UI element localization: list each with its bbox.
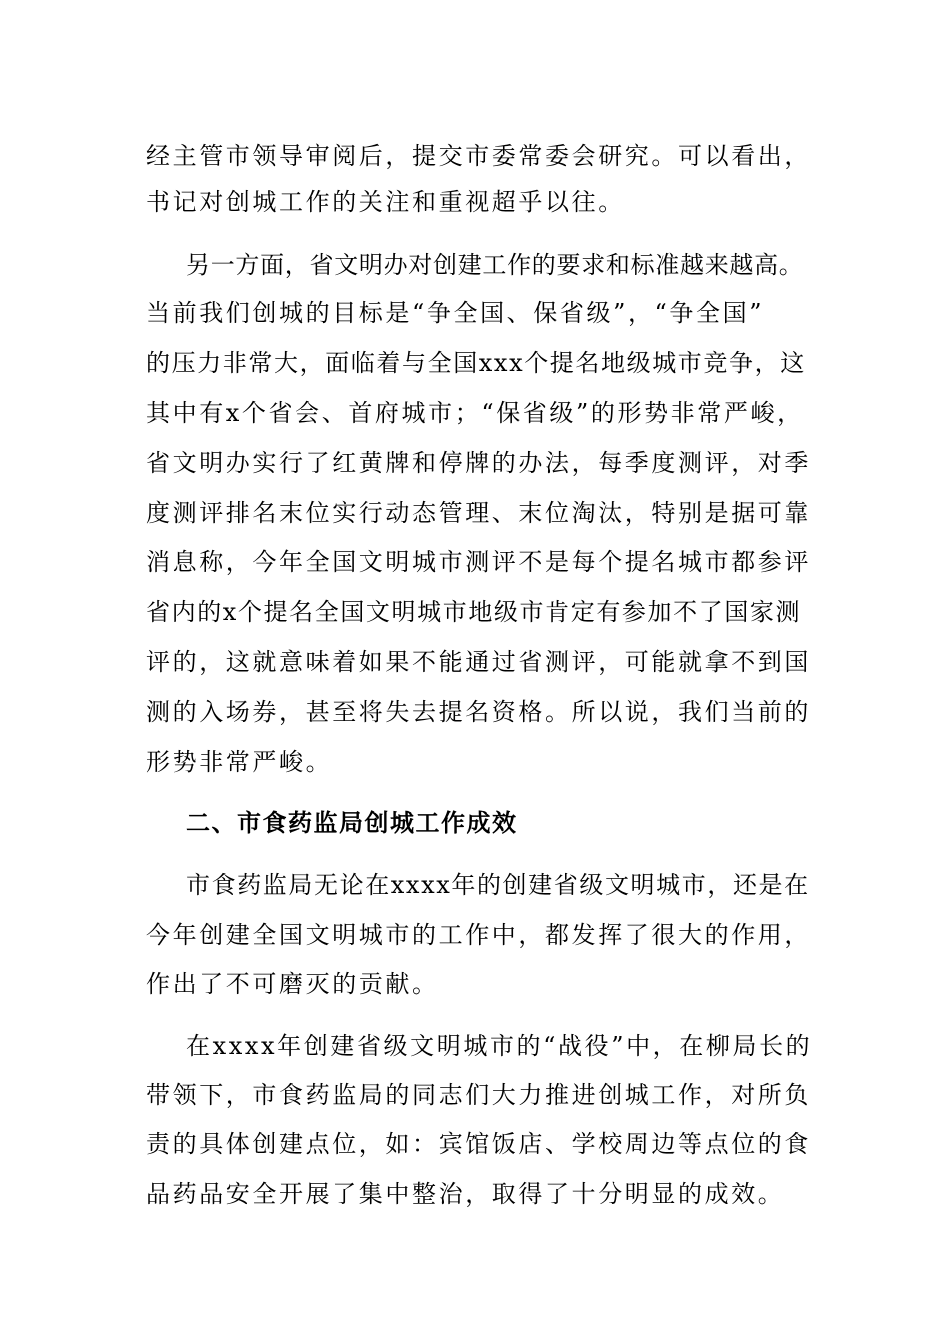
text-line: 带领下，市食药监局的同志们大力推进创城工作，对所负 [146,1081,811,1109]
section-heading: 二、市食药监局创城工作成效 [186,808,518,837]
text-line: 经主管市领导审阅后，提交市委常委会研究。可以看出， [146,142,811,170]
text-line: 形势非常严峻。 [146,748,333,776]
text-line: 其中有x个省会、首府城市；“保省级”的形势非常严峻， [146,399,804,427]
text-line: 的压力非常大，面临着与全国xxx个提名地级城市竞争，这 [146,349,806,377]
text-line: 消息称，今年全国文明城市测评不是每个提名城市都参评 [146,548,811,576]
text-line: 省文明办实行了红黄牌和停牌的办法，每季度测评，对季 [146,449,811,477]
text-line: 品药品安全开展了集中整治，取得了十分明显的成效。 [146,1180,785,1208]
text-line: 在xxxx年创建省级文明城市的“战役”中，在柳局长的 [186,1032,813,1060]
text-line: 另一方面，省文明办对创建工作的要求和标准越来越高。 [186,251,804,279]
text-line: 测的入场券，甚至将失去提名资格。所以说，我们当前的 [146,698,811,726]
text-line: 书记对创城工作的关注和重视超乎以往。 [146,188,625,216]
text-line: 今年创建全国文明城市的工作中，都发挥了很大的作用， [146,921,811,949]
text-line: 作出了不可磨灭的贡献。 [146,970,439,998]
text-line: 度测评排名末位实行动态管理、末位淘汰，特别是据可靠 [146,499,811,527]
text-line: 省内的x个提名全国文明城市地级市肯定有参加不了国家测 [146,598,802,626]
text-line: 责的具体创建点位，如：宾馆饭店、学校周边等点位的食 [146,1130,811,1158]
text-line: 当前我们创城的目标是“争全国、保省级”，“争全国” [146,299,765,327]
text-line: 市食药监局无论在xxxx年的创建省级文明城市，还是在 [186,871,810,899]
text-line: 评的，这就意味着如果不能通过省测评，可能就拿不到国 [146,648,811,676]
